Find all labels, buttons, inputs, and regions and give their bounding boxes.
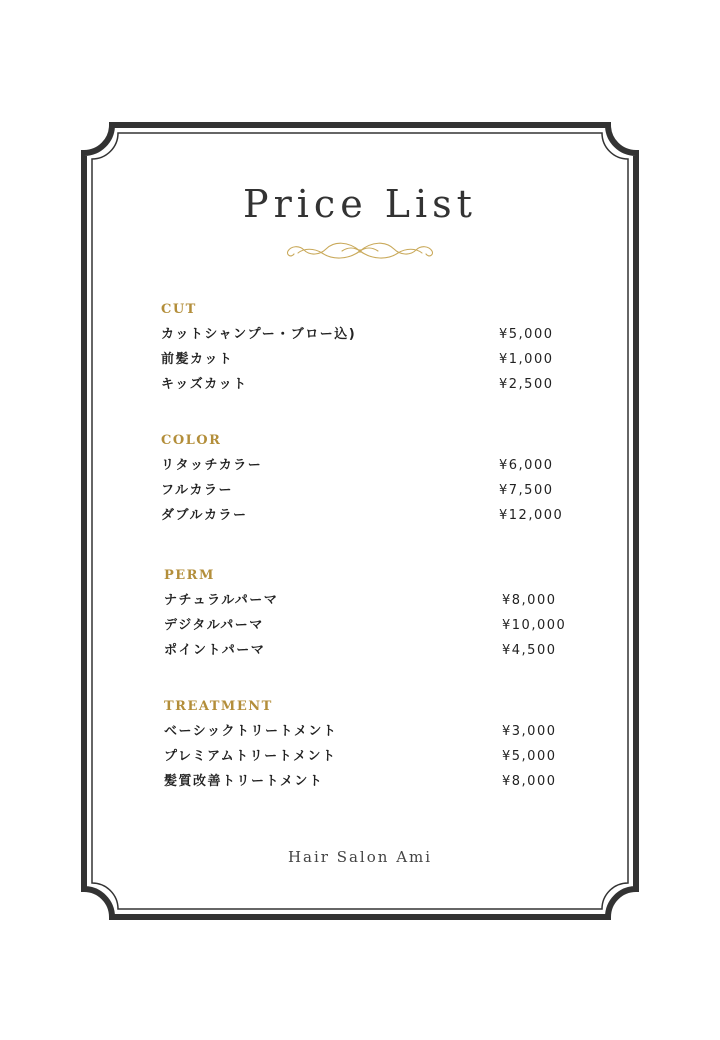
item-name: カットシャンプー・ブロー込) [161, 327, 357, 342]
item-name: キッズカット [161, 377, 248, 392]
item-price: ¥7,500 [499, 483, 554, 498]
menu-item [164, 641, 584, 666]
item-price: ¥5,000 [499, 327, 554, 342]
section-color [161, 432, 581, 531]
item-price: ¥6,000 [499, 458, 554, 473]
item-name: ベーシックトリートメント [164, 724, 338, 739]
item-price: ¥4,500 [502, 643, 557, 658]
item-price: ¥5,000 [502, 749, 557, 764]
item-name: 髪質改善トリートメント [164, 774, 324, 789]
menu-item [164, 772, 584, 797]
menu-item [164, 616, 584, 641]
menu-item [161, 506, 581, 531]
item-price: ¥12,000 [499, 508, 564, 523]
item-name: ダブルカラー [161, 508, 248, 523]
item-name: 前髪カット [161, 352, 234, 367]
item-name: ナチュラルパーマ [164, 593, 279, 608]
menu-item [164, 747, 584, 772]
section-heading: COLOR [161, 433, 222, 448]
section-heading: PERM [164, 568, 215, 583]
menu-item [161, 350, 581, 375]
section-perm [164, 567, 584, 666]
item-price: ¥1,000 [499, 352, 554, 367]
page-title: Price List [243, 182, 477, 226]
item-price: ¥8,000 [502, 774, 557, 789]
item-name: フルカラー [161, 483, 233, 498]
menu-item [161, 375, 581, 400]
section-heading: CUT [161, 302, 197, 317]
menu-item [161, 456, 581, 481]
item-name: リタッチカラー [161, 458, 263, 473]
item-name: デジタルパーマ [164, 618, 264, 633]
section-heading: TREATMENT [164, 699, 273, 714]
item-price: ¥2,500 [499, 377, 554, 392]
flourish-ornament-icon [282, 238, 438, 264]
section-treatment [164, 698, 584, 797]
menu-item [164, 591, 584, 616]
menu-item [164, 722, 584, 747]
item-name: ポイントパーマ [164, 643, 266, 658]
menu-item [161, 325, 581, 350]
section-cut [161, 301, 581, 400]
menu-item [161, 481, 581, 506]
item-name: プレミアムトリートメント [164, 749, 337, 764]
item-price: ¥3,000 [502, 724, 557, 739]
salon-name-footer: Hair Salon Ami [287, 848, 433, 866]
item-price: ¥10,000 [502, 618, 567, 633]
item-price: ¥8,000 [502, 593, 557, 608]
